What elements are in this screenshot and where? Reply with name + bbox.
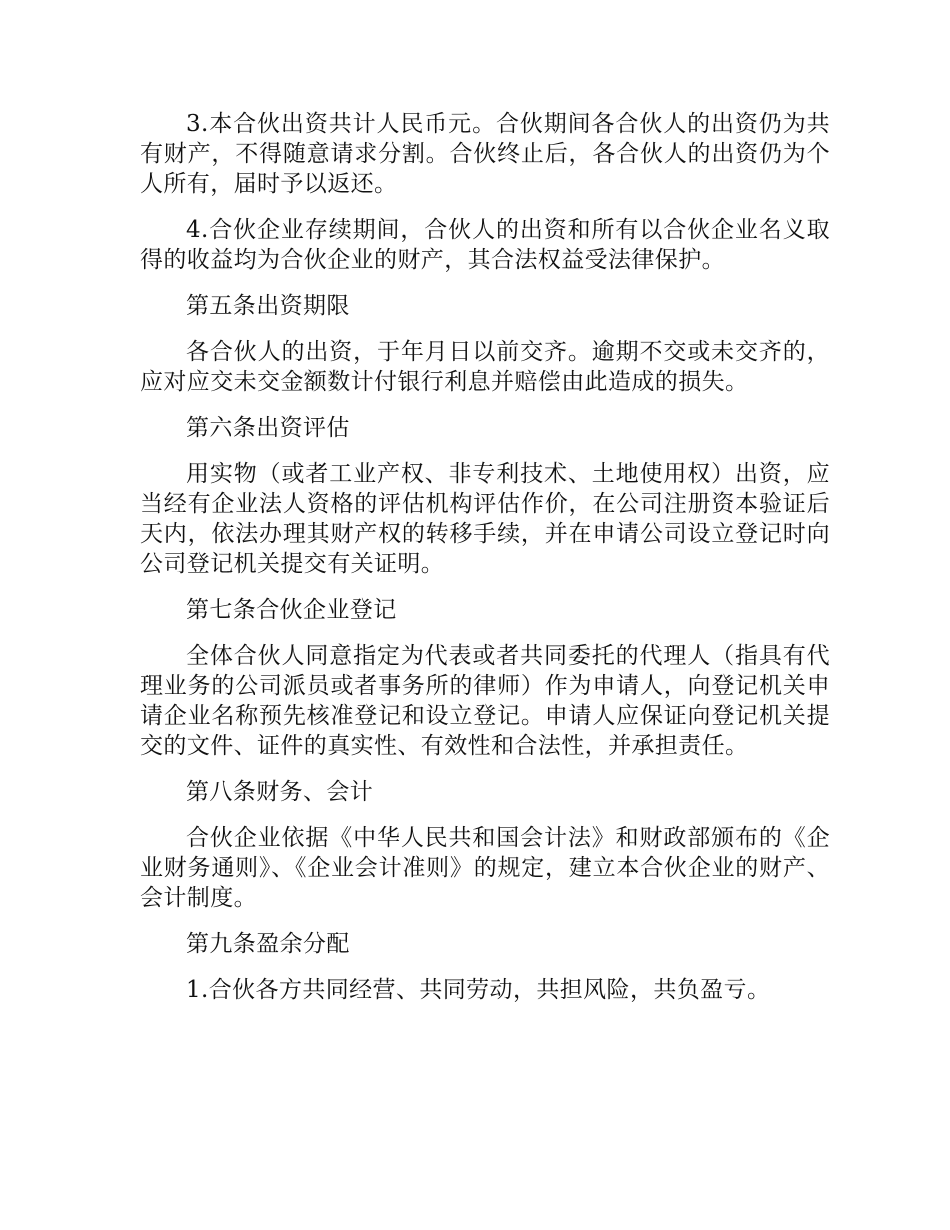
clause-4-item-4-paragraph: 4.合伙企业存续期间，合伙人的出资和所有以合伙企业名义取得的收益均为合伙企业的财产，其合法权益受法律保护。 xyxy=(140,217,830,273)
clause-5-paragraph: 各合伙人的出资，于年月日以前交齐。逾期不交或未交齐的，应对应交未交金额数计付银行利息并赔偿由此造成的损失。 xyxy=(140,339,830,395)
clause-6-heading: 第六条出资评估 xyxy=(186,415,350,441)
clause-7-heading: 第七条合伙企业登记 xyxy=(186,597,397,623)
clause-9-item-1-paragraph: 1.合伙各方共同经营、共同劳动，共担风险，共负盈亏。 xyxy=(186,977,771,1003)
clause-6-paragraph: 用实物（或者工业产权、非专利技术、土地使用权）出资，应当经有企业法人资格的评估机构评估作价，在公司注册资本验证后天内，依法办理其财产权的转移手续，并在申请公司设立登记时向公司登记机关提交有关证明。 xyxy=(140,461,830,577)
clause-4-item-3-paragraph: 3.本合伙出资共计人民币元。合伙期间各合伙人的出资仍为共有财产，不得随意请求分割。合伙终止后，各合伙人的出资仍为个人所有，届时予以返还。 xyxy=(140,111,830,197)
document-page xyxy=(140,109,830,1021)
clause-8-paragraph: 合伙企业依据《中华人民共和国会计法》和财政部颁布的《企业财务通则》、《企业会计准则》的规定，建立本合伙企业的财产、会计制度。 xyxy=(140,825,830,911)
clause-5-heading: 第五条出资期限 xyxy=(186,293,350,319)
clause-7-paragraph: 全体合伙人同意指定为代表或者共同委托的代理人（指具有代理业务的公司派员或者事务所的律师）作为申请人，向登记机关申请企业名称预先核准登记和设立登记。申请人应保证向登记机关提交的文件、证件的真实性、有效性和合法性，并承担责任。 xyxy=(140,643,830,759)
clause-9-heading: 第九条盈余分配 xyxy=(186,931,350,957)
clause-8-heading: 第八条财务、会计 xyxy=(186,779,374,805)
